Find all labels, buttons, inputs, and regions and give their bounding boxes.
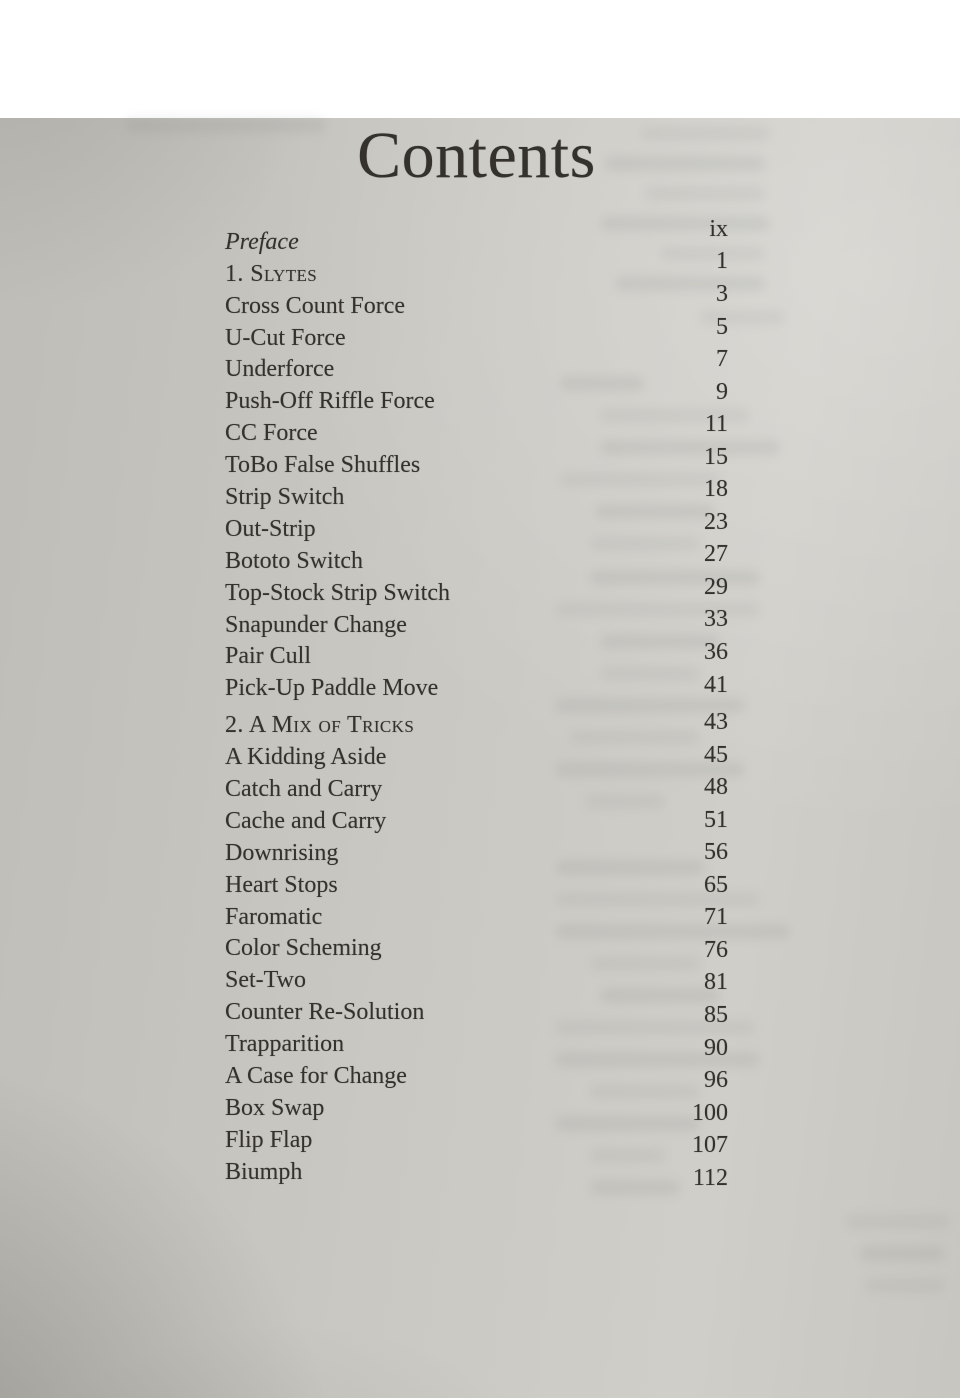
toc-entry-label: Counter Re-Solution [225,999,425,1026]
toc-entry-page-number: 112 [692,1164,728,1191]
toc-entry-label: Downrising [225,839,339,866]
toc-entry-page-number: 36 [704,639,728,665]
toc-entry-label: 1. Slytes [225,260,318,287]
toc-entry-label: Cache and Carry [225,807,387,834]
toc-entry-label: Set-Two [225,967,306,994]
bleed-through-smudge [865,1278,945,1293]
toc-entry-page-number: 23 [704,508,728,535]
toc-entry-page-number: 65 [704,871,728,898]
toc-entry-page-number: 76 [704,936,728,963]
toc-entry-label: Underforce [225,356,335,383]
toc-entry-label: Cross Count Force [225,292,405,319]
toc-entry-page-number: 33 [704,606,728,633]
toc-entry-label: Catch and Carry [225,776,383,803]
toc-numbers-column [654,213,728,1194]
toc-entry-page-number: 41 [704,671,728,698]
toc-entry-page-number: 107 [692,1132,728,1159]
toc-entry-label: Preface [225,228,299,255]
bleed-through-smudge [860,1246,945,1261]
toc-entry-page-number: 51 [704,806,728,833]
toc-entry-label: Color Scheming [225,935,382,962]
toc-entry-label: Push-Off Riffle Force [225,388,435,415]
toc-entry-label: Flip Flap [225,1126,313,1153]
toc-entry-label: Pair Cull [225,643,312,670]
toc-entry-page-number: 96 [704,1067,728,1094]
toc-entry-page-number: 48 [704,774,728,801]
toc-entry-label: Pick-Up Paddle Move [225,675,439,702]
toc-entry-label: A Case for Change [225,1063,407,1090]
toc-entry-label: Out-Strip [225,515,316,542]
toc-entry-page-number: ix [709,215,728,242]
toc-entry-label: Box Swap [225,1094,325,1121]
toc-entry-label: Snapunder Change [225,611,407,638]
toc-entry-page-number: 9 [716,378,728,405]
toc-entry-label: ToBo False Shuffles [225,452,421,479]
toc-entry-page-number: 56 [704,839,728,866]
toc-entry-label: Strip Switch [225,484,345,511]
toc-entry-page-number: 11 [704,411,728,438]
toc-entry-page-number: 27 [704,541,728,568]
toc-entry-page-number: 29 [704,573,728,600]
table-of-contents [225,215,728,1194]
toc-entry-page-number: 43 [704,709,728,736]
toc-entry-label: CC Force [225,420,318,447]
toc-entry-label: 2. A Mix of Tricks [225,712,415,739]
toc-entry-page-number: 18 [704,476,728,503]
toc-entry-label: Biumph [225,1158,303,1185]
toc-entry-page-number: 1 [716,248,728,275]
toc-entry-label: Faromatic [225,903,323,930]
toc-entry-page-number: 90 [704,1034,728,1061]
toc-entry-page-number: 3 [716,280,728,307]
toc-entry-page-number: 100 [692,1099,728,1126]
toc-entry-label: U-Cut Force [225,324,346,351]
toc-titles-column [225,226,654,1194]
toc-entry-page-number: 5 [716,313,728,340]
bleed-through-smudge [845,1214,950,1229]
toc-entry-label: Trapparition [225,1031,345,1058]
toc-entry-label: Bototo Switch [225,547,364,574]
toc-entry-label: Top-Stock Strip Switch [225,579,450,606]
toc-entry-page-number: 85 [704,1002,728,1029]
toc-entry-page-number: 81 [704,969,728,996]
page-title: Contents [357,119,596,192]
toc-entry-page-number: 7 [716,346,728,373]
toc-entry-page-number: 15 [704,443,728,470]
toc-entry-page-number: 45 [704,741,728,768]
book-page-photo [0,118,960,1398]
toc-entry-page-number: 71 [704,904,728,931]
toc-entry-label: A Kidding Aside [225,744,387,771]
toc-entry-label: Heart Stops [225,871,338,898]
